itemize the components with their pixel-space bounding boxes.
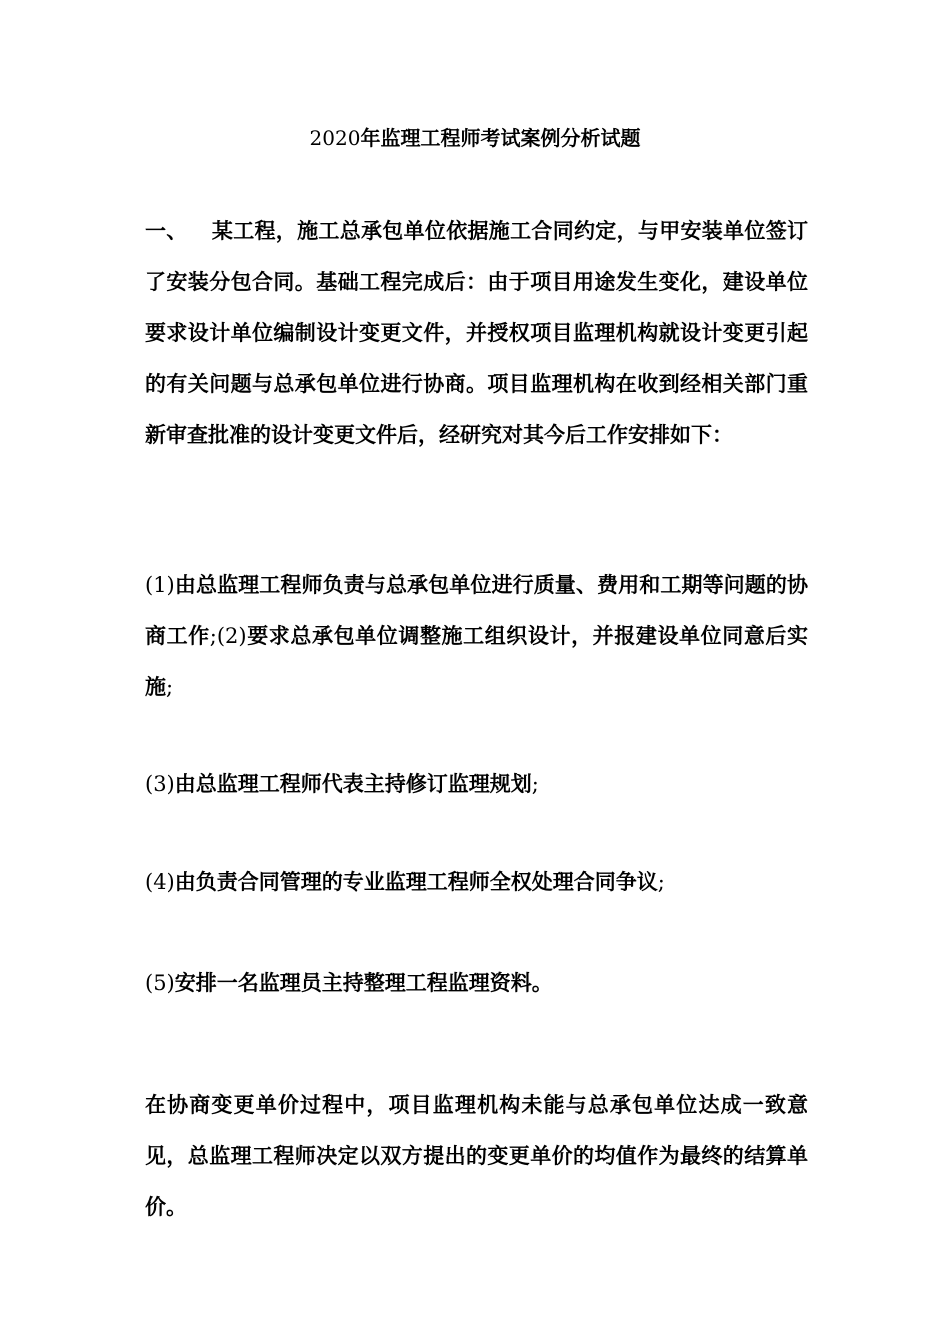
item-marker: (5) bbox=[145, 971, 175, 995]
item-text: 要求总承包单位调整施工组织设计，并报建设单位同意后实施 bbox=[145, 624, 809, 699]
item-text: 由总监理工程师代表主持修订监理规划 bbox=[174, 772, 532, 796]
title-text: 年监理工程师考试案例分析试题 bbox=[360, 126, 641, 150]
document-title bbox=[0, 124, 950, 152]
section-marker: 一、 bbox=[145, 219, 188, 243]
item-text: 由负责合同管理的专业监理工程师全权处理合同争议 bbox=[174, 870, 658, 894]
item-marker: (2) bbox=[216, 624, 247, 648]
item-marker: (4) bbox=[145, 870, 175, 894]
item-suffix: ; bbox=[209, 624, 217, 648]
item-marker: (1) bbox=[145, 573, 175, 597]
title-year: 2020 bbox=[309, 126, 361, 150]
item-suffix: ; bbox=[657, 870, 665, 894]
intro-paragraph bbox=[145, 206, 808, 461]
intro-text: 某工程，施工总承包单位依据施工合同约定，与甲安装单位签订了安装分包合同。基础工程完成后：由于项目用途发生变化，建设单位要求设计单位编制设计变更文件，并授权项目监理机构就设计变更引起的有关问题与总承包单位进行协商。项目监理机构在收到经相关部门重新审查批准的设计变更文件后，经研究对其今后工作安排如下： bbox=[145, 219, 809, 447]
item-text: 由总监理工程师负责与总承包单位进行质量、费用和工期等问题的协商工作 bbox=[145, 573, 808, 648]
list-item bbox=[145, 560, 808, 713]
list-item bbox=[145, 857, 808, 908]
item-marker: (3) bbox=[145, 772, 175, 796]
list-item bbox=[145, 759, 808, 810]
closing-paragraph: 在协商变更单价过程中，项目监理机构未能与总承包单位达成一致意见，总监理工程师决定以双方提出的变更单价的均值作为最终的结算单价。 bbox=[145, 1093, 808, 1219]
list-item bbox=[145, 958, 808, 1009]
item-text: 安排一名监理员主持整理工程监理资料。 bbox=[174, 971, 553, 995]
item-suffix: ; bbox=[531, 772, 539, 796]
item-suffix: ; bbox=[166, 675, 174, 699]
